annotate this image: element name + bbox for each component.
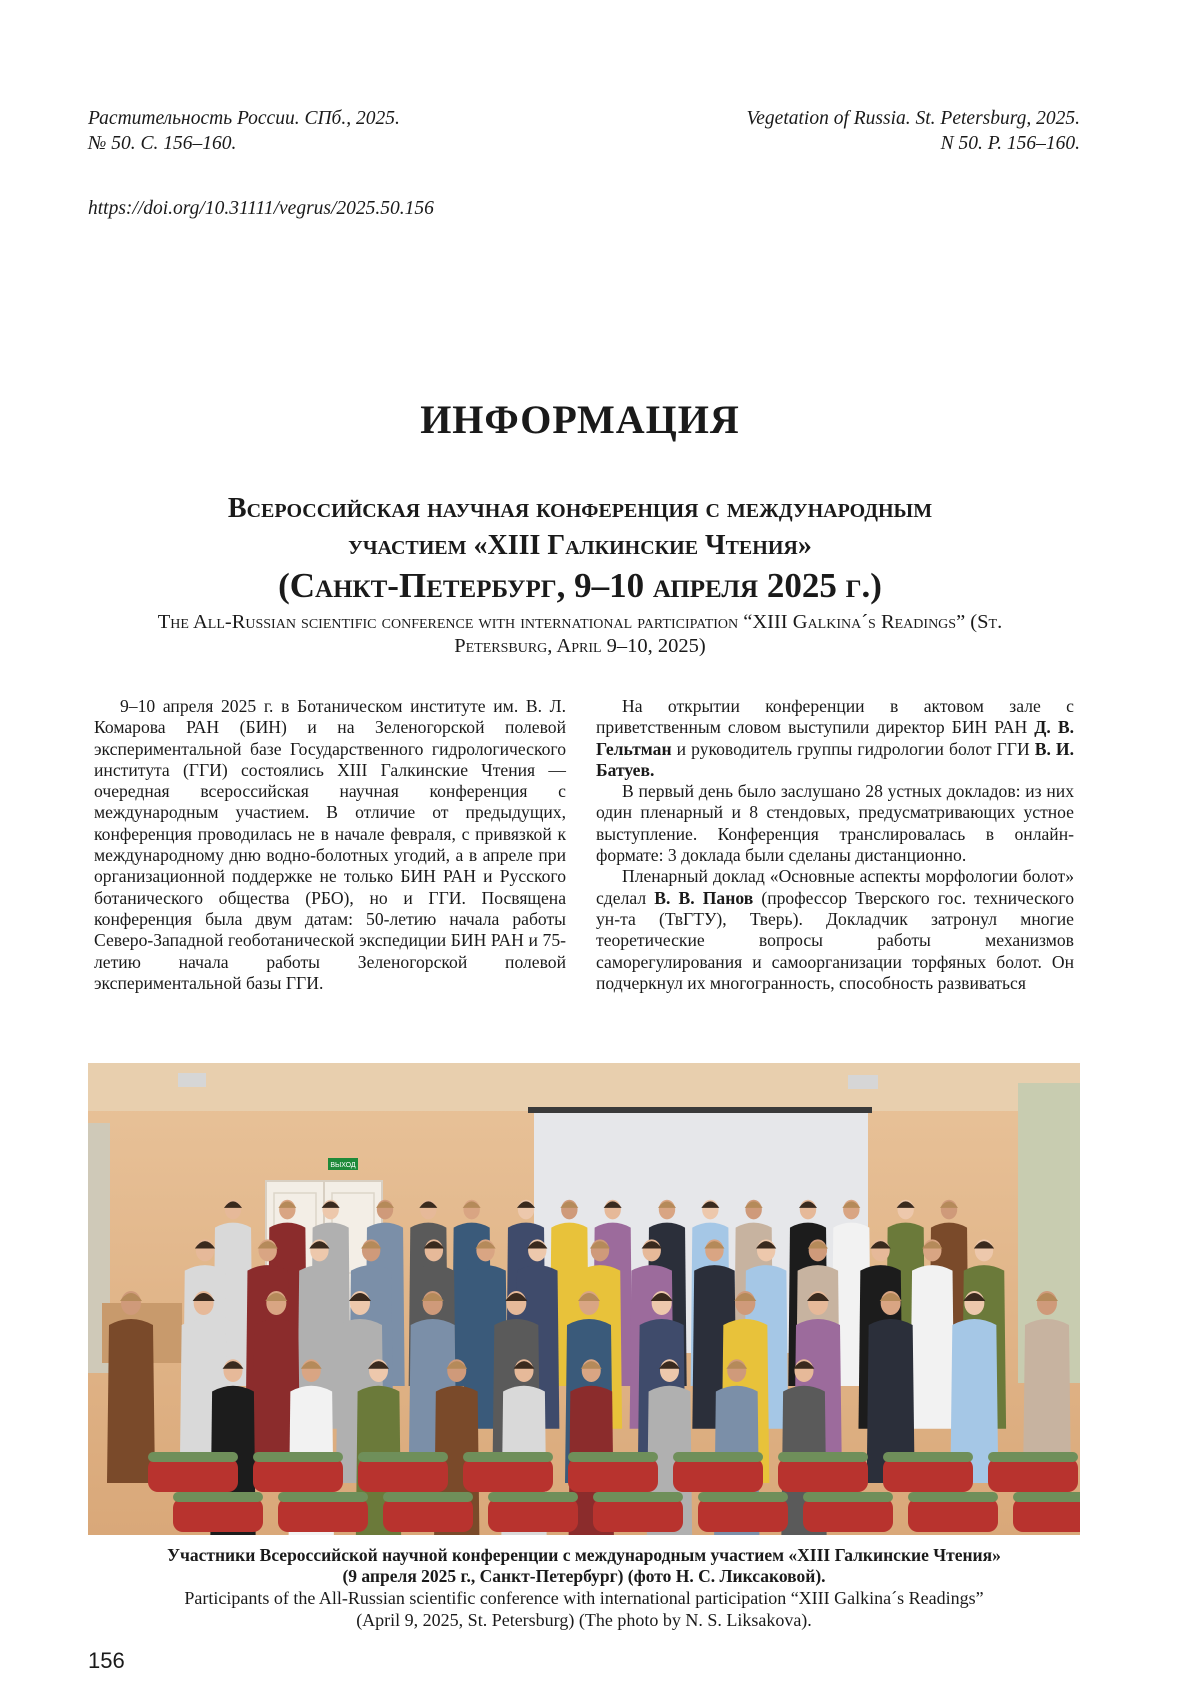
doi-link[interactable]: https://doi.org/10.31111/vegrus/2025.50.156: [88, 198, 434, 219]
article-title-line-1: Всероссийская научная конференция с международным: [227, 493, 933, 524]
seat: [148, 1452, 238, 1492]
article-title: [120, 490, 1040, 564]
caption-en-line-1: Participants of the All-Russian scientific conference with international participation “XIII Galkina´s Readings”: [184, 1588, 984, 1608]
ceiling: [88, 1063, 1080, 1111]
seat: [358, 1452, 448, 1492]
caption-russian: [88, 1545, 1080, 1587]
seat: [173, 1492, 263, 1532]
paragraph: На открытии конференции в актовом зале с приветственным словом выступили директор БИН РАН Д. В. Гельтман и руководитель группы гидрологии болот ГГИ В. И. Батуев.: [596, 696, 1074, 780]
journal-title-en: Vegetation of Russia. St. Petersburg, 2025.: [746, 108, 1080, 129]
caption-ru-line-2: (9 апреля 2025 г., Санкт-Петербург) (фото Н. С. Ликсаковой).: [342, 1566, 826, 1586]
person-name: В. В. Панов: [654, 887, 754, 908]
body-column-right: [596, 696, 1074, 994]
person-name: Д. В. Гельтман: [596, 717, 1074, 759]
seat: [883, 1452, 973, 1492]
seat: [383, 1492, 473, 1532]
article-title-line-2: участием «XIII Галкинские Чтения»: [348, 530, 812, 561]
vent: [848, 1075, 878, 1089]
seat: [778, 1452, 868, 1492]
seat: [278, 1492, 368, 1532]
photo-scene: [88, 1063, 1080, 1535]
seat: [593, 1492, 683, 1532]
person-name: В. И. Батуев.: [596, 738, 1074, 780]
paragraph: 9–10 апреля 2025 г. в Ботаническом институте им. В. Л. Комарова РАН (БИН) и на Зеленогорской полевой экспериментальной базе Государственного гидрологического института (ГГИ) состоялись XIII Галкинские Чтения — очередная всероссийская научная конференция с международным участием. В отличие от предыдущих, конференция проводилась не в начале февраля, с привязкой к международному дню водно-болотных угодий, а в апреле при организационной поддержке не только БИН РАН и Русского ботанического общества (РБО), но и ГГИ. Посвящена конференция была двум датам: 50-летию начала работы Северо-Западной геоботанической экспедиции БИН РАН и 75-летию начала работы Зеленогорской полевой экспериментальной базы ГГИ.: [94, 696, 566, 993]
page-number: 156: [88, 1648, 125, 1673]
paragraph: Пленарный доклад «Основные аспекты морфологии болот» сделал В. В. Панов (профессор Тверского гос. технического ун-та (ТвГТУ), Тверь). Докладчик затронул многие теоретические вопросы работы механизмов саморегулирования и самоорганизации торфяных болот. Он подчеркнул их многогранность, способность развиваться: [596, 866, 1074, 993]
seat: [673, 1452, 763, 1492]
seat: [488, 1492, 578, 1532]
caption-ru-line-1: Участники Всероссийской научной конференции с международным участием «XIII Галкинские Чтения»: [167, 1545, 1001, 1565]
screen-housing: [528, 1107, 872, 1113]
seat: [908, 1492, 998, 1532]
seat: [988, 1452, 1078, 1492]
section-title: ИНФОРМАЦИЯ: [420, 397, 740, 442]
group-photo: [88, 1063, 1080, 1535]
exit-sign-text: ВЫХОД: [330, 1162, 356, 1169]
seat: [568, 1452, 658, 1492]
seat: [463, 1452, 553, 1492]
issue-pages-en: N 50. P. 156–160.: [940, 133, 1080, 154]
seat: [698, 1492, 788, 1532]
paragraph: В первый день было заслушано 28 устных докладов: из них один пленарный и 8 стендовых, предусматривающих устное выступление. Конференция транслировалась в онлайн-формате: 3 доклада были сделаны дистанционно.: [596, 781, 1074, 866]
running-header-right: [747, 106, 1080, 156]
seat: [1013, 1492, 1080, 1532]
caption-en-line-2: (April 9, 2025, St. Petersburg) (The photo by N. S. Liksakova).: [356, 1609, 812, 1630]
journal-title-ru: Растительность России. СПб., 2025.: [88, 108, 400, 129]
body-column-left: [94, 696, 566, 994]
running-header-left: [88, 106, 400, 156]
article-subtitle-english: The All-Russian scientific conference with international participation “XIII Galkina´s Readings” (St. Petersburg, April 9–10, 2025): [157, 611, 1003, 657]
article-title-line-3: (Санкт-Петербург, 9–10 апреля 2025 г.): [278, 566, 882, 605]
caption-english: [88, 1588, 1080, 1631]
vent: [178, 1073, 206, 1087]
issue-pages-ru: № 50. С. 156–160.: [88, 133, 237, 154]
seat: [803, 1492, 893, 1532]
seat-rows: [148, 1452, 1080, 1532]
seat: [253, 1452, 343, 1492]
